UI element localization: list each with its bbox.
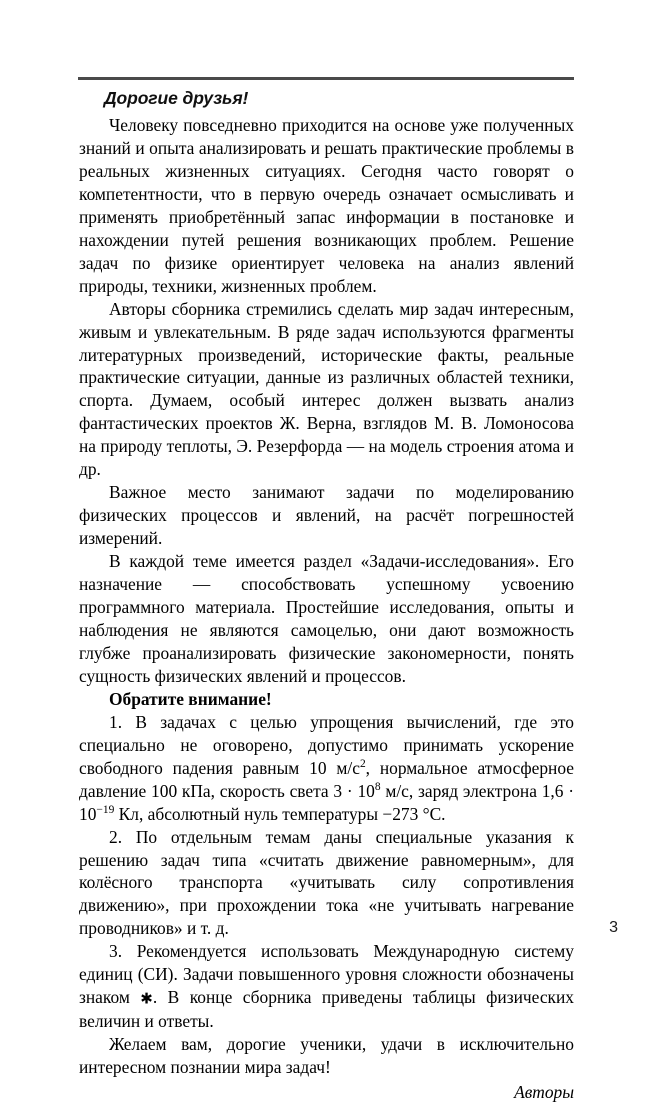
- note-1-superscript-squared: 2: [359, 757, 366, 770]
- page-content: [79, 88, 574, 1104]
- note-3-suffix: . В конце сборника приведены таблицы физических величин и ответы.: [79, 987, 574, 1032]
- note-1-middle-1: , нормальное атмосферное давление 100 кПа, скорость света 3 · 10: [79, 757, 574, 801]
- subheading-attention: Обратите внимание!: [109, 688, 272, 709]
- note-1-prefix: 1. В задачах с целью упрощения вычислений, где это специально не оговорено, допустимо принимать ускорение свободного падения равным 10 м/с: [79, 711, 574, 778]
- closing-paragraph: Желаем вам, дорогие ученики, удачи в исключительно интересном познании мира задач!: [79, 1034, 574, 1078]
- note-item-2: 2. По отдельным темам даны специальные указания к решению задач типа «считать движение равномерным», для колёсного транспорта «учитывать силу сопротивления движению», при прохождении тока «не учитывать нагревание проводников» и т. д.: [79, 826, 574, 939]
- page-number: 3: [609, 919, 618, 936]
- paragraph-3: Важное место занимают задачи по моделированию физических процессов и явлений, на расчёт погрешностей измерений.: [79, 482, 574, 549]
- asterisk-star-icon: ✱: [140, 989, 153, 1008]
- paragraph-2: Авторы сборника стремились сделать мир задач интересным, живым и увлекательным. В ряде задач используются фрагменты литературных произведений, исторические факты, реальные практические ситуации, данные из различных областей техники, спорта. Думаем, особый интерес должен вызвать анализ фантастических проектов Ж. Верна, взглядов М. В. Ломоносова на природу теплоты, Э. Резерфорда — на модель строения атома и др.: [79, 298, 574, 480]
- note-1-suffix: Кл, абсолютный нуль температуры −273 °С.: [114, 803, 446, 824]
- page-title-dear-friends: Дорогие друзья!: [104, 88, 249, 108]
- paragraph-1: Человеку повседневно приходится на основе уже полученных знаний и опыта анализировать и решать практические проблемы в реальных жизненных ситуациях. Сегодня часто говорят о компетентности, что в первую очередь означает осмысливать и применять приобретённый запас информации в постановке и нахождении путей решения возникающих проблем. Решение задач по физике ориентирует человека на анализ явлений природы, техники, жизненных проблем.: [79, 115, 574, 296]
- signature-authors: Авторы: [514, 1082, 574, 1103]
- note-item-1: [79, 711, 574, 826]
- header-rule-divider: [78, 77, 574, 80]
- paragraph-4: В каждой теме имеется раздел «Задачи-исследования». Его назначение — способствовать успешному усвоению программного материала. Простейшие исследования, опыты и наблюдения не являются самоцелью, они дают возможность глубже проанализировать физические закономерности, понять сущность физических явлений и процессов.: [79, 551, 574, 686]
- note-1-superscript-minus-nineteen: −19: [96, 803, 115, 816]
- note-item-3: [79, 940, 574, 1033]
- note-1-superscript-eight: 8: [374, 780, 381, 793]
- note-1-middle-2: м/с, заряд электрона 1,6 · 10: [79, 780, 574, 824]
- note-3-prefix: 3. Рекомендуется использовать Международную систему единиц (СИ). Задачи повышенного уровня сложности обозначены знаком: [79, 941, 574, 1008]
